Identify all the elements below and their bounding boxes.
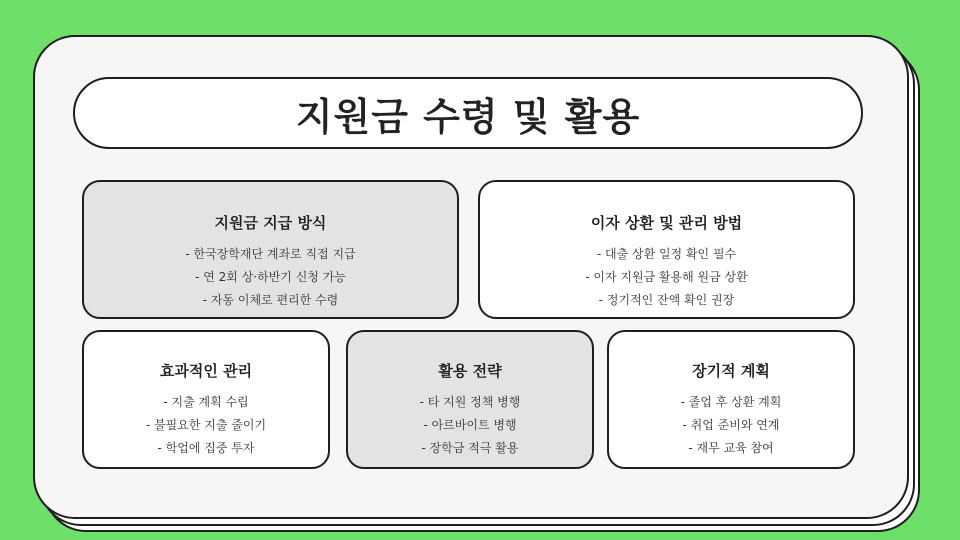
list-item: - 재무 교육 참여 [688,441,774,455]
card-list [609,391,853,460]
list-item: - 취업 준비와 연계 [682,418,780,432]
list-item: - 지출 계획 수립 [163,395,249,409]
list-item: - 졸업 후 상환 계획 [680,395,782,409]
card-payment-method [82,180,459,319]
card-title: 장기적 계획 [692,362,770,380]
card-title: 효과적인 관리 [159,362,253,380]
list-item: - 한국장학재단 계좌로 직접 지급 [185,247,356,261]
list-item: - 대출 상환 일정 확인 필수 [596,247,737,261]
list-item: - 자동 이체로 편리한 수령 [202,293,339,307]
card-effective-management [82,330,330,469]
list-item: - 불필요한 지출 줄이기 [145,418,267,432]
card-usage-strategy [346,330,594,469]
list-item: - 아르바이트 병행 [423,418,517,432]
card-title: 활용 전략 [438,362,502,380]
page-title: 지원금 수령 및 활용 [295,94,641,139]
title-banner [73,77,863,149]
list-item: - 정기적인 잔액 확인 권장 [598,293,735,307]
list-item: - 연 2회 상·하반기 신청 가능 [195,270,346,284]
card-list [84,243,457,312]
list-item: - 장학금 적극 활용 [421,441,519,455]
card-list [84,391,328,460]
list-item: - 이자 지원금 활용해 원금 상환 [585,270,748,284]
card-repayment-management [478,180,855,319]
list-item: - 타 지원 정책 병행 [419,395,521,409]
card-list [348,391,592,460]
card-long-term-plan [607,330,855,469]
card-title: 이자 상환 및 관리 방법 [590,214,743,232]
card-list [480,243,853,312]
list-item: - 학업에 집중 투자 [157,441,255,455]
card-title: 지원금 지급 방식 [214,214,327,232]
